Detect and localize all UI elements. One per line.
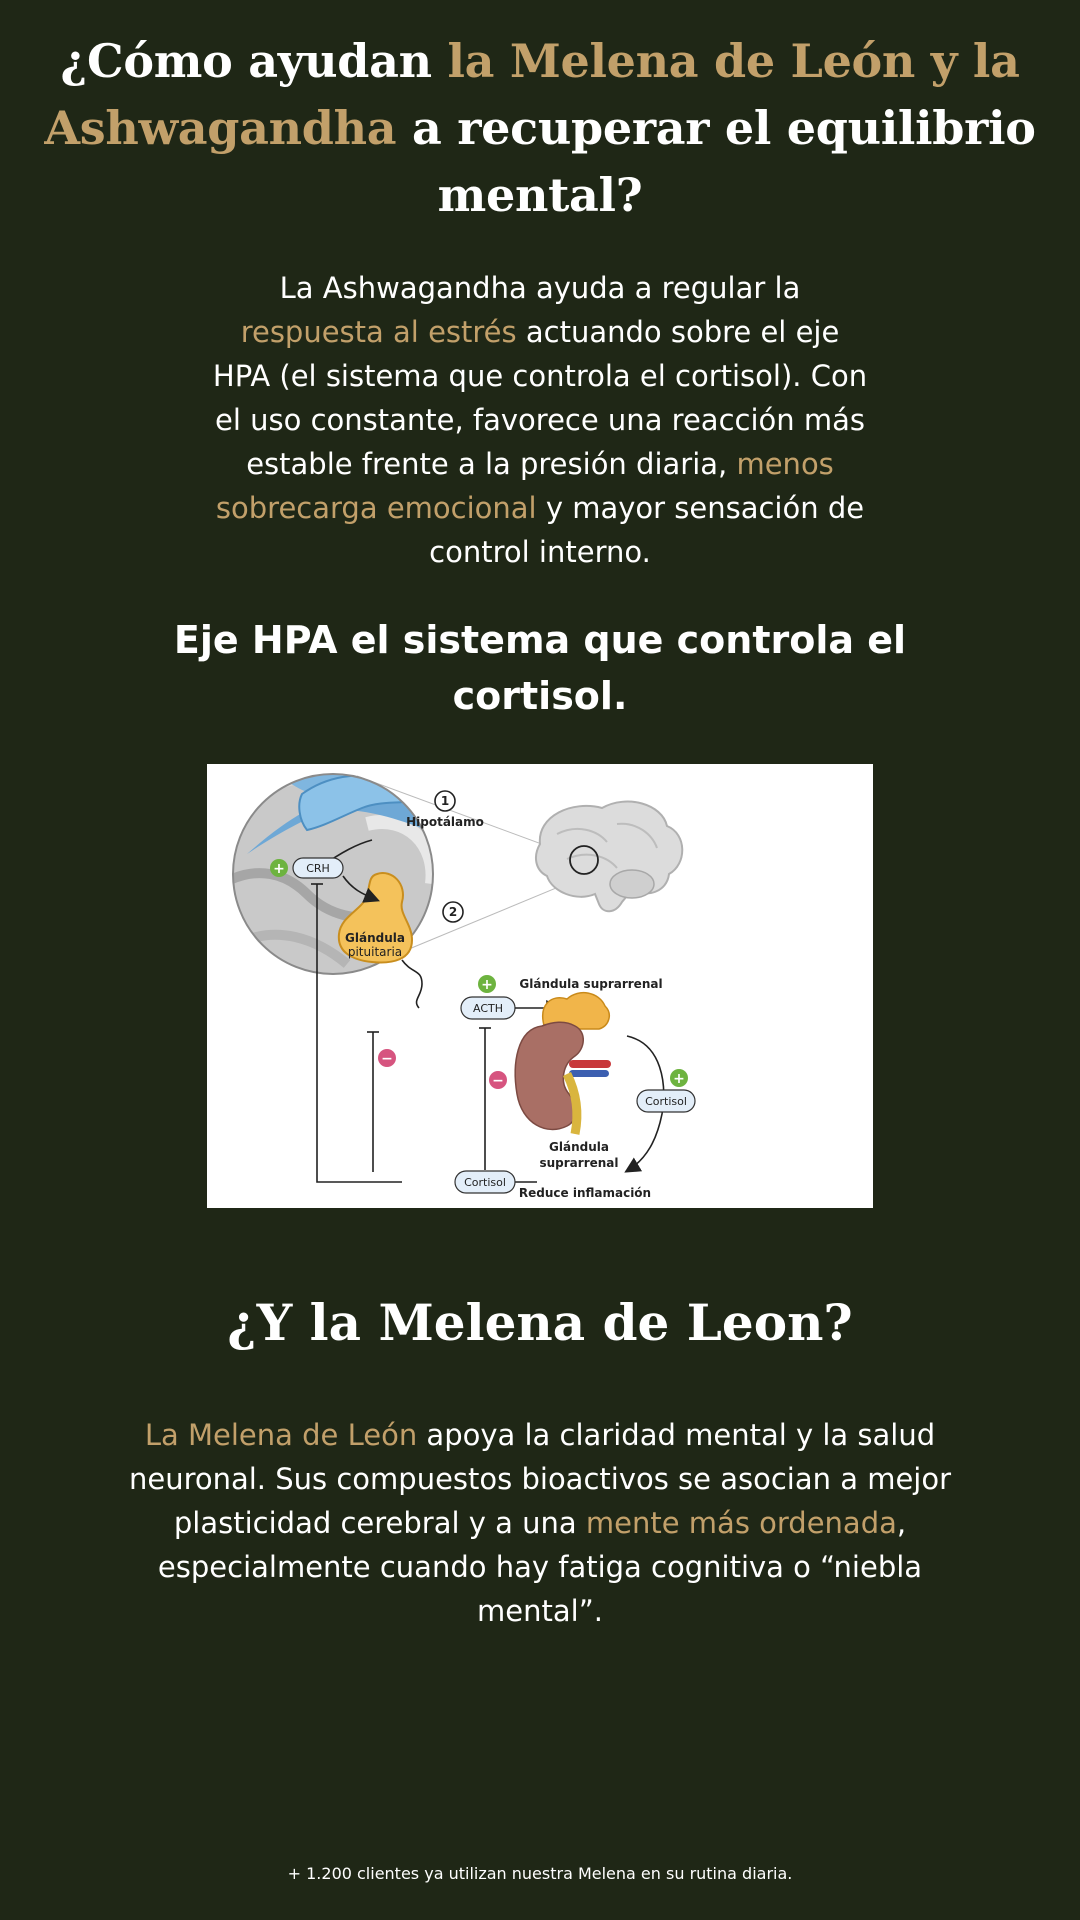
melena-highlight-mind: mente más ordenada [585,1506,897,1540]
plus-icon-left [270,859,288,877]
intro-highlight-stress: respuesta al estrés [240,315,517,349]
pituitary-to-acth-line [402,960,422,1008]
clients-note: + 1.200 clientes ya utilizan nuestra Melena en su rutina diaria. [287,1864,793,1883]
minus-icon-right [489,1071,507,1089]
melena-paragraph [110,1413,970,1633]
adrenal-gland-label-2: suprarrenal [539,1156,619,1170]
step-2-number: 2 [448,905,458,919]
hpa-heading: Eje HPA el sistema que controla el cortisol. [173,618,907,718]
intro-text-2: actuando sobre el eje HPA (el sistema que controla el cortisol). Con el uso constante, favorece una reacción más estable frente a la presión diaria, [212,315,868,481]
crh-label: CRH [306,862,330,875]
plus-icon-acth-sign: + [481,977,493,993]
plus-icon-right-sign: + [673,1071,685,1087]
title-part-2: a recuperar el equilibrio mental? [396,101,1036,222]
reduce-inflammation-label: Reduce inflamación [518,1186,652,1200]
brain-icon [536,802,682,912]
page-title [40,28,1040,229]
intro-text-1: La Ashwagandha ayuda a regular la [279,271,801,305]
ashwagandha-paragraph [210,266,870,574]
kidney-adrenal-icon [515,993,611,1134]
intro-highlight-emotional: menos sobrecarga emocional [215,447,834,525]
hypothalamus-label: Hipotálamo [406,815,484,829]
title-highlight: la Melena de León y la Ashwagandha [44,34,1020,155]
cortisol-bottom-label: Cortisol [464,1176,506,1189]
melena-text-1: apoya la claridad mental y la salud neuronal. Sus compuestos bioactivos se asocian a mejor plasticidad cerebral y a una [128,1418,952,1540]
acth-label: ACTH [472,1002,504,1015]
cortisol-right-label: Cortisol [645,1095,687,1108]
minus-icon-left-sign: − [381,1051,393,1067]
plus-icon-acth [478,975,496,993]
melena-heading: ¿Y la Melena de Leon? [227,1293,853,1352]
minus-icon-right-sign: − [492,1073,504,1089]
melena-text-2: , especialmente cuando hay fatiga cognitiva o “niebla mental”. [157,1506,923,1628]
pituitary-label-1: Glándula [345,931,405,945]
intro-text-3: y mayor sensación de control interno. [429,491,865,569]
minus-icon-left [378,1049,396,1067]
step-1-number: 1 [440,794,450,808]
adrenal-gland-label-1: Glándula [549,1140,609,1154]
hpa-axis-diagram [207,764,873,1208]
plus-icon-left-sign: + [273,861,285,877]
hpa-diagram-svg [207,764,873,1208]
plus-icon-right [670,1069,688,1087]
adrenal-title-label: Glándula suprarrenal [519,977,663,991]
title-part-1: ¿Cómo ayudan [60,34,448,88]
pituitary-label-2: pituitaria [347,945,403,959]
melena-highlight-name: La Melena de León [144,1418,418,1452]
